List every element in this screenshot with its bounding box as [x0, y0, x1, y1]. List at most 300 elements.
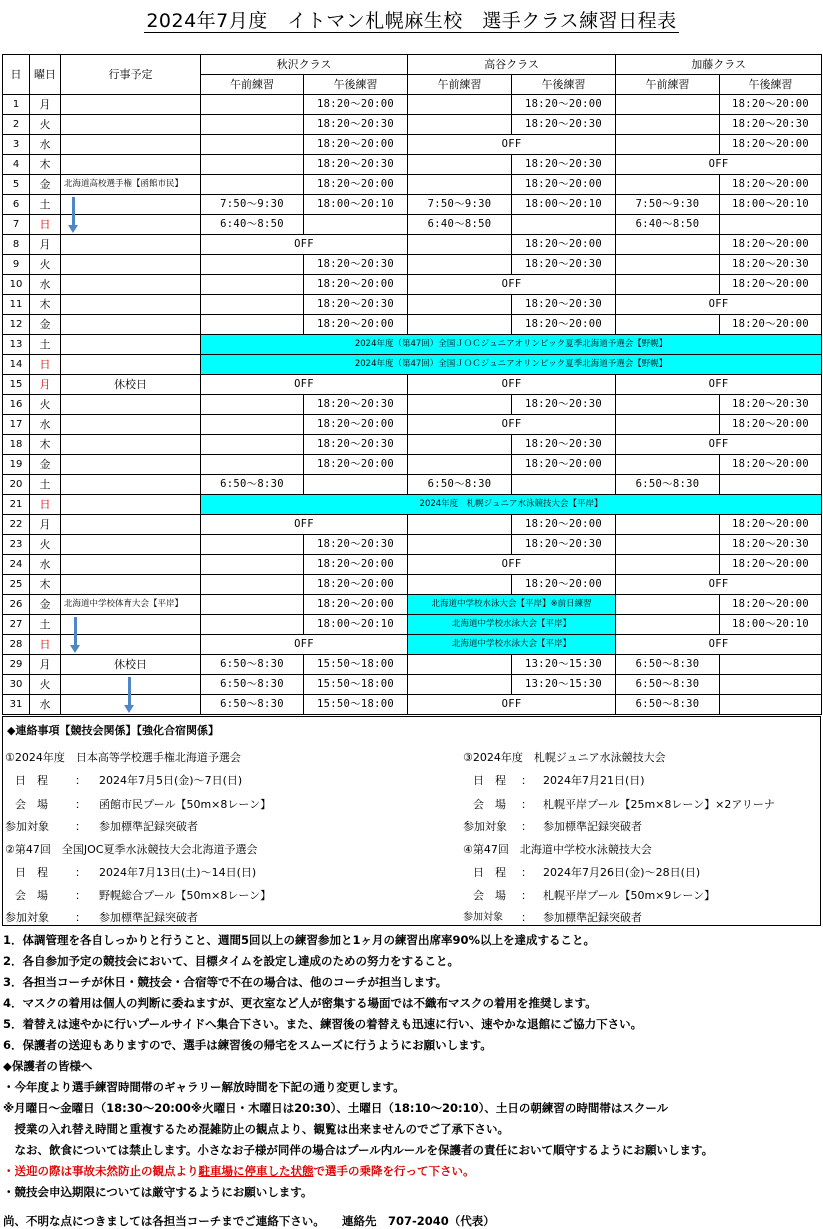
session-cell — [616, 515, 720, 535]
weekday-cell: 月 — [30, 375, 61, 395]
session-cell: 6:50～8:30 — [201, 675, 304, 695]
session-cell: 13:20～15:30 — [512, 675, 616, 695]
session-cell — [201, 535, 304, 555]
session-cell: 18:20～20:00 — [304, 555, 408, 575]
day-cell: 14 — [3, 355, 30, 375]
note-1: 1．体調管理を各自しっかりと行うこと、週間5回以上の練習参加と1ヶ月の練習出席率90%以上を達成すること。 — [3, 933, 596, 947]
session-cell — [201, 395, 304, 415]
colon: ： — [75, 798, 86, 811]
meet-4-target: 参加標準記録突破者 — [543, 911, 642, 924]
day-cell: 25 — [3, 575, 30, 595]
table-row — [3, 455, 822, 475]
session-cell — [720, 695, 822, 715]
session-cell — [201, 435, 304, 455]
weekday-cell: 金 — [30, 175, 61, 195]
table-row — [3, 275, 822, 295]
down-arrow-icon — [74, 617, 77, 646]
session-cell — [616, 555, 720, 575]
session-cell — [201, 175, 304, 195]
meet-1-venue: 函館市民プール【50m×8レーン】 — [99, 798, 272, 811]
day-cell: 19 — [3, 455, 30, 475]
weekday-cell: 土 — [30, 475, 61, 495]
weekday-cell: 火 — [30, 675, 61, 695]
session-cell: 6:50～8:30 — [201, 655, 304, 675]
session-cell — [408, 155, 512, 175]
day-cell: 21 — [3, 495, 30, 515]
day-cell: 16 — [3, 395, 30, 415]
table-row — [3, 215, 822, 235]
session-cell — [408, 175, 512, 195]
weekday-cell: 水 — [30, 135, 61, 155]
session-cell — [408, 455, 512, 475]
colon: ： — [521, 820, 532, 833]
session-cell: 18:20～20:00 — [512, 575, 616, 595]
event-cell — [61, 275, 201, 295]
session-cell: OFF — [616, 295, 822, 315]
session-cell — [201, 155, 304, 175]
session-cell — [201, 95, 304, 115]
colon: ： — [75, 866, 86, 879]
weekday-cell: 土 — [30, 335, 61, 355]
table-row — [3, 495, 822, 515]
session-cell — [201, 415, 304, 435]
session-cell: 6:40～8:50 — [616, 215, 720, 235]
session-cell: 18:20～20:30 — [304, 435, 408, 455]
weekday-cell: 日 — [30, 215, 61, 235]
day-cell: 28 — [3, 635, 30, 655]
event-cell — [61, 235, 201, 255]
note-4: 4．マスクの着用は個人の判断に委ねますが、更衣室など人が密集する場面では不織布マスクの着用を推奨します。 — [3, 996, 597, 1010]
guardian-note-6: ・競技会申込期限については厳守するようにお願いします。 — [3, 1185, 313, 1199]
session-cell: 2024年度（第47回）全国ＪＯＣジュニアオリンピック夏季北海道予選会【野幌】 — [201, 355, 822, 375]
table-row — [3, 655, 822, 675]
day-cell: 7 — [3, 215, 30, 235]
session-cell: OFF — [408, 555, 616, 575]
session-cell: 18:20～20:00 — [304, 455, 408, 475]
weekday-cell: 月 — [30, 655, 61, 675]
session-cell: 18:20～20:30 — [512, 115, 616, 135]
session-cell — [616, 415, 720, 435]
table-row — [3, 395, 822, 415]
session-cell — [616, 175, 720, 195]
session-cell — [408, 115, 512, 135]
colon: ： — [75, 774, 86, 787]
event-cell — [61, 455, 201, 475]
event-cell — [61, 115, 201, 135]
event-cell: 休校日 — [61, 655, 201, 675]
colon: ： — [521, 798, 532, 811]
notice-heading: ◆連絡事項【競技会関係】【強化合宿関係】 — [7, 724, 219, 737]
session-cell: 18:20～20:00 — [720, 275, 822, 295]
session-cell: 7:50～9:30 — [408, 195, 512, 215]
table-row — [3, 555, 822, 575]
weekday-cell: 火 — [30, 395, 61, 415]
pm-header: 午後練習 — [304, 75, 408, 95]
session-cell: 18:20～20:30 — [720, 255, 822, 275]
table-row — [3, 155, 822, 175]
table-row — [3, 575, 822, 595]
meet-2-target-label: 参加対象 — [5, 911, 49, 924]
guardian-note-3: 授業の入れ替え時間と重複するため混雑防止の観点より、観覧は出来ませんのでご了承下さい。 — [3, 1122, 509, 1136]
session-cell: 7:50～9:30 — [201, 195, 304, 215]
session-cell: 6:50～8:30 — [616, 675, 720, 695]
session-cell: 18:00～20:10 — [720, 195, 822, 215]
meet-2-venue: 野幌総合プール【50m×8レーン】 — [99, 889, 272, 902]
session-cell: 18:20～20:00 — [720, 175, 822, 195]
session-cell: 18:20～20:00 — [304, 415, 408, 435]
weekday-cell: 月 — [30, 95, 61, 115]
session-cell: 18:20～20:00 — [512, 315, 616, 335]
event-cell — [61, 395, 201, 415]
meet-1-date-label: 日 程 — [15, 774, 48, 787]
session-cell — [720, 215, 822, 235]
event-cell — [61, 475, 201, 495]
table-row — [3, 535, 822, 555]
session-cell: 18:20～20:00 — [720, 515, 822, 535]
meet-1-name: ①2024年度 日本高等学校選手権北海道予選会 — [5, 751, 241, 764]
event-cell — [61, 315, 201, 335]
day-cell: 11 — [3, 295, 30, 315]
session-cell: 7:50～9:30 — [616, 195, 720, 215]
session-cell: 18:20～20:00 — [304, 275, 408, 295]
weekday-cell: 水 — [30, 555, 61, 575]
day-cell: 17 — [3, 415, 30, 435]
event-cell — [61, 555, 201, 575]
guardian-note-5b: 駐車場に停車した状態 — [198, 1164, 314, 1178]
session-cell: 18:20～20:30 — [512, 295, 616, 315]
session-cell: 18:20～20:30 — [512, 435, 616, 455]
weekday-cell: 木 — [30, 155, 61, 175]
session-cell: 6:50～8:30 — [408, 475, 512, 495]
session-cell: 18:20～20:00 — [720, 95, 822, 115]
session-cell — [616, 315, 720, 335]
session-cell — [201, 455, 304, 475]
session-cell: 6:50～8:30 — [616, 655, 720, 675]
table-row — [3, 195, 822, 215]
session-cell — [408, 675, 512, 695]
event-cell — [61, 515, 201, 535]
event-cell — [61, 335, 201, 355]
am-header: 午前練習 — [616, 75, 720, 95]
note-3: 3．各担当コーチが休日・競技会・合宿等で不在の場合は、他のコーチが担当します。 — [3, 975, 448, 989]
colon: ： — [521, 774, 532, 787]
day-cell: 4 — [3, 155, 30, 175]
session-cell: 北海道中学校水泳大会【平岸】 — [408, 635, 616, 655]
colon: ： — [75, 911, 86, 924]
session-cell: 18:00～20:10 — [304, 615, 408, 635]
session-cell: 18:20～20:00 — [720, 455, 822, 475]
weekday-cell: 日 — [30, 495, 61, 515]
note-6: 6．保護者の送迎もありますので、選手は練習後の帰宅をスムーズに行うようにお願いします。 — [3, 1038, 492, 1052]
event-cell: 北海道高校選手権【函館市民】 — [61, 175, 201, 195]
session-cell — [616, 115, 720, 135]
meet-1-venue-label: 会 場 — [15, 798, 48, 811]
colon: ： — [521, 889, 532, 902]
session-cell: 18:20～20:30 — [304, 155, 408, 175]
day-cell: 22 — [3, 515, 30, 535]
schedule-table — [2, 54, 822, 715]
session-cell: OFF — [616, 635, 822, 655]
session-cell — [616, 275, 720, 295]
session-cell: 18:20～20:30 — [304, 295, 408, 315]
day-cell: 23 — [3, 535, 30, 555]
day-cell: 31 — [3, 695, 30, 715]
day-cell: 6 — [3, 195, 30, 215]
session-cell: 6:40～8:50 — [201, 215, 304, 235]
weekday-cell: 火 — [30, 115, 61, 135]
guardian-note-4: なお、飲食については禁止します。小さなお子様が同伴の場合はプール内ルールを保護者の責任において順守するようにお願いします。 — [3, 1143, 714, 1157]
event-cell — [61, 535, 201, 555]
event-cell — [61, 95, 201, 115]
session-cell: 2024年度（第47回）全国ＪＯＣジュニアオリンピック夏季北海道予選会【野幌】 — [201, 335, 822, 355]
page-title: 2024年7月度 イトマン札幌麻生校 選手クラス練習日程表 — [146, 10, 677, 32]
session-cell: 18:20～20:00 — [720, 555, 822, 575]
am-header: 午前練習 — [408, 75, 512, 95]
session-cell: OFF — [201, 235, 408, 255]
table-row — [3, 235, 822, 255]
colon: ： — [75, 820, 86, 833]
session-cell — [408, 315, 512, 335]
col-header-day: 日 — [3, 55, 30, 95]
session-cell — [408, 95, 512, 115]
table-row — [3, 355, 822, 375]
session-cell: 18:20～20:30 — [720, 115, 822, 135]
session-cell — [408, 535, 512, 555]
meet-4-date: 2024年7月26日(金)～28日(日) — [543, 866, 701, 879]
pm-header: 午後練習 — [512, 75, 616, 95]
session-cell — [616, 95, 720, 115]
event-cell — [61, 415, 201, 435]
col-header-weekday: 曜日 — [30, 55, 61, 95]
session-cell: OFF — [616, 375, 822, 395]
event-cell — [61, 155, 201, 175]
session-cell: 18:20～20:00 — [304, 135, 408, 155]
session-cell — [616, 235, 720, 255]
weekday-cell: 火 — [30, 535, 61, 555]
event-cell — [61, 635, 201, 655]
session-cell: 18:20～20:00 — [304, 175, 408, 195]
meet-1-target-label: 参加対象 — [5, 820, 49, 833]
event-cell — [61, 615, 201, 635]
guardian-heading: ◆保護者の皆様へ — [3, 1059, 93, 1073]
day-cell: 2 — [3, 115, 30, 135]
session-cell — [512, 475, 616, 495]
meet-3-name: ③2024年度 札幌ジュニア水泳競技大会 — [463, 751, 666, 764]
weekday-cell: 木 — [30, 295, 61, 315]
session-cell: OFF — [408, 695, 616, 715]
session-cell: 18:20～20:00 — [720, 135, 822, 155]
table-row — [3, 175, 822, 195]
meet-2-date-label: 日 程 — [15, 866, 48, 879]
day-cell: 13 — [3, 335, 30, 355]
session-cell — [201, 555, 304, 575]
session-cell: OFF — [201, 375, 408, 395]
meet-3-venue: 札幌平岸プール【25m×8レーン】×2アリーナ — [543, 798, 775, 811]
meet-4-target-label: 参加対象 — [463, 912, 503, 923]
session-cell — [201, 615, 304, 635]
meet-2-venue-label: 会 場 — [15, 889, 48, 902]
event-cell — [61, 135, 201, 155]
weekday-cell: 土 — [30, 195, 61, 215]
session-cell — [408, 255, 512, 275]
session-cell: 18:20～20:00 — [512, 175, 616, 195]
meet-3-date-label: 日 程 — [473, 774, 506, 787]
guardian-note-5a: ・送迎の際は事故未然防止の観点より — [3, 1164, 199, 1178]
session-cell: 18:00～20:10 — [304, 195, 408, 215]
weekday-cell: 月 — [30, 235, 61, 255]
meet-2-name: ②第47回 全国JOC夏季水泳競技大会北海道予選会 — [5, 843, 258, 856]
session-cell: OFF — [408, 375, 616, 395]
day-cell: 8 — [3, 235, 30, 255]
session-cell — [408, 655, 512, 675]
event-cell — [61, 295, 201, 315]
session-cell: OFF — [408, 275, 616, 295]
session-cell — [720, 675, 822, 695]
session-cell — [408, 435, 512, 455]
table-row — [3, 95, 822, 115]
session-cell — [408, 295, 512, 315]
session-cell — [616, 135, 720, 155]
session-cell: 18:00～20:10 — [720, 615, 822, 635]
day-cell: 27 — [3, 615, 30, 635]
session-cell: 18:20～20:00 — [720, 415, 822, 435]
day-cell: 30 — [3, 675, 30, 695]
meet-4-date-label: 日 程 — [473, 866, 506, 879]
session-cell: 6:50～8:30 — [616, 475, 720, 495]
session-cell: 18:20～20:00 — [304, 575, 408, 595]
event-cell — [61, 255, 201, 275]
session-cell — [201, 255, 304, 275]
weekday-cell: 月 — [30, 515, 61, 535]
session-cell: 18:20～20:00 — [720, 315, 822, 335]
session-cell: 13:20～15:30 — [512, 655, 616, 675]
meet-3-target: 参加標準記録突破者 — [543, 820, 642, 833]
session-cell: 18:20～20:30 — [512, 535, 616, 555]
session-cell: 18:00～20:10 — [512, 195, 616, 215]
session-cell: 18:20～20:00 — [720, 595, 822, 615]
meet-3-date: 2024年7月21日(日) — [543, 774, 645, 787]
table-row — [3, 675, 822, 695]
session-cell — [201, 135, 304, 155]
session-cell: 18:20～20:30 — [512, 395, 616, 415]
weekday-cell: 金 — [30, 315, 61, 335]
session-cell — [720, 655, 822, 675]
table-row — [3, 435, 822, 455]
session-cell: OFF — [616, 155, 822, 175]
session-cell: 18:20～20:30 — [720, 395, 822, 415]
event-cell — [61, 575, 201, 595]
table-row — [3, 595, 822, 615]
day-cell: 3 — [3, 135, 30, 155]
weekday-cell: 土 — [30, 615, 61, 635]
table-row — [3, 515, 822, 535]
weekday-cell: 日 — [30, 355, 61, 375]
down-arrow-icon — [128, 677, 131, 706]
table-row — [3, 255, 822, 275]
session-cell: 2024年度 札幌ジュニア水泳競技大会【平岸】 — [201, 495, 822, 515]
session-cell: 15:50～18:00 — [304, 655, 408, 675]
session-cell: 18:20～20:00 — [512, 515, 616, 535]
table-row — [3, 375, 822, 395]
meet-3-venue-label: 会 場 — [473, 798, 506, 811]
day-cell: 29 — [3, 655, 30, 675]
session-cell — [616, 455, 720, 475]
weekday-cell: 金 — [30, 595, 61, 615]
meet-1-target: 参加標準記録突破者 — [99, 820, 198, 833]
session-cell: 15:50～18:00 — [304, 695, 408, 715]
guardian-note-1: ・今年度より選手練習時間帯のギャラリー解放時間を下記の通り変更します。 — [3, 1080, 405, 1094]
day-cell: 10 — [3, 275, 30, 295]
session-cell: 18:20～20:00 — [720, 235, 822, 255]
session-cell — [720, 475, 822, 495]
colon: ： — [521, 866, 532, 879]
weekday-cell: 金 — [30, 455, 61, 475]
table-row — [3, 315, 822, 335]
session-cell — [201, 295, 304, 315]
class-header-kato: 加藤クラス — [616, 55, 822, 75]
notice-box — [2, 716, 821, 926]
note-5: 5．着替えは速やかに行いプールサイドへ集合下さい。また、練習後の着替えも迅速に行い、速やかな退館にご協力下さい。 — [3, 1017, 643, 1031]
table-row — [3, 615, 822, 635]
table-row — [3, 115, 822, 135]
session-cell: 18:20～20:00 — [304, 95, 408, 115]
session-cell: 18:20～20:30 — [512, 255, 616, 275]
session-cell: 6:40～8:50 — [408, 215, 512, 235]
class-header-takaya: 高谷クラス — [408, 55, 616, 75]
session-cell — [512, 215, 616, 235]
contact-line: 尚、不明な点につきましては各担当コーチまでご連絡下さい。 連絡先 707-2040（代表） — [3, 1214, 495, 1228]
session-cell — [616, 535, 720, 555]
weekday-cell: 水 — [30, 415, 61, 435]
session-cell: 北海道中学校水泳大会【平岸】※前日練習 — [408, 595, 616, 615]
day-cell: 9 — [3, 255, 30, 275]
day-cell: 18 — [3, 435, 30, 455]
session-cell — [201, 315, 304, 335]
session-cell — [304, 215, 408, 235]
session-cell: 18:20～20:30 — [304, 255, 408, 275]
table-row — [3, 295, 822, 315]
weekday-cell: 水 — [30, 275, 61, 295]
session-cell — [616, 595, 720, 615]
day-cell: 26 — [3, 595, 30, 615]
weekday-cell: 水 — [30, 695, 61, 715]
session-cell — [201, 595, 304, 615]
meet-4-name: ④第47回 北海道中学校水泳競技大会 — [463, 843, 652, 856]
session-cell — [616, 395, 720, 415]
guardian-note-5c: で選手の乗降を行って下さい。 — [313, 1164, 475, 1178]
session-cell — [408, 515, 512, 535]
table-row — [3, 335, 822, 355]
table-row — [3, 475, 822, 495]
day-cell: 5 — [3, 175, 30, 195]
event-cell — [61, 435, 201, 455]
session-cell: 18:20～20:30 — [512, 155, 616, 175]
day-cell: 20 — [3, 475, 30, 495]
session-cell: 6:50～8:30 — [201, 475, 304, 495]
session-cell: 18:20～20:00 — [512, 455, 616, 475]
session-cell: 6:50～8:30 — [201, 695, 304, 715]
meet-4-venue-label: 会 場 — [473, 889, 506, 902]
session-cell: OFF — [201, 515, 408, 535]
note-2: 2．各自参加予定の競技会において、目標タイムを設定し達成のための努力をすること。 — [3, 954, 460, 968]
weekday-cell: 火 — [30, 255, 61, 275]
meet-2-date: 2024年7月13日(土)～14日(日) — [99, 866, 257, 879]
session-cell: 18:20～20:00 — [304, 315, 408, 335]
session-cell: 北海道中学校水泳大会【平岸】 — [408, 615, 616, 635]
session-cell: 18:20～20:00 — [512, 95, 616, 115]
guardian-note-2: ※月曜日～金曜日（18:30～20:00※火曜日・木曜日は20:30）、土曜日（18:10～20:10）、土日の朝練習の時間帯はスクール — [3, 1101, 669, 1115]
guardian-note-5 — [3, 1163, 475, 1179]
